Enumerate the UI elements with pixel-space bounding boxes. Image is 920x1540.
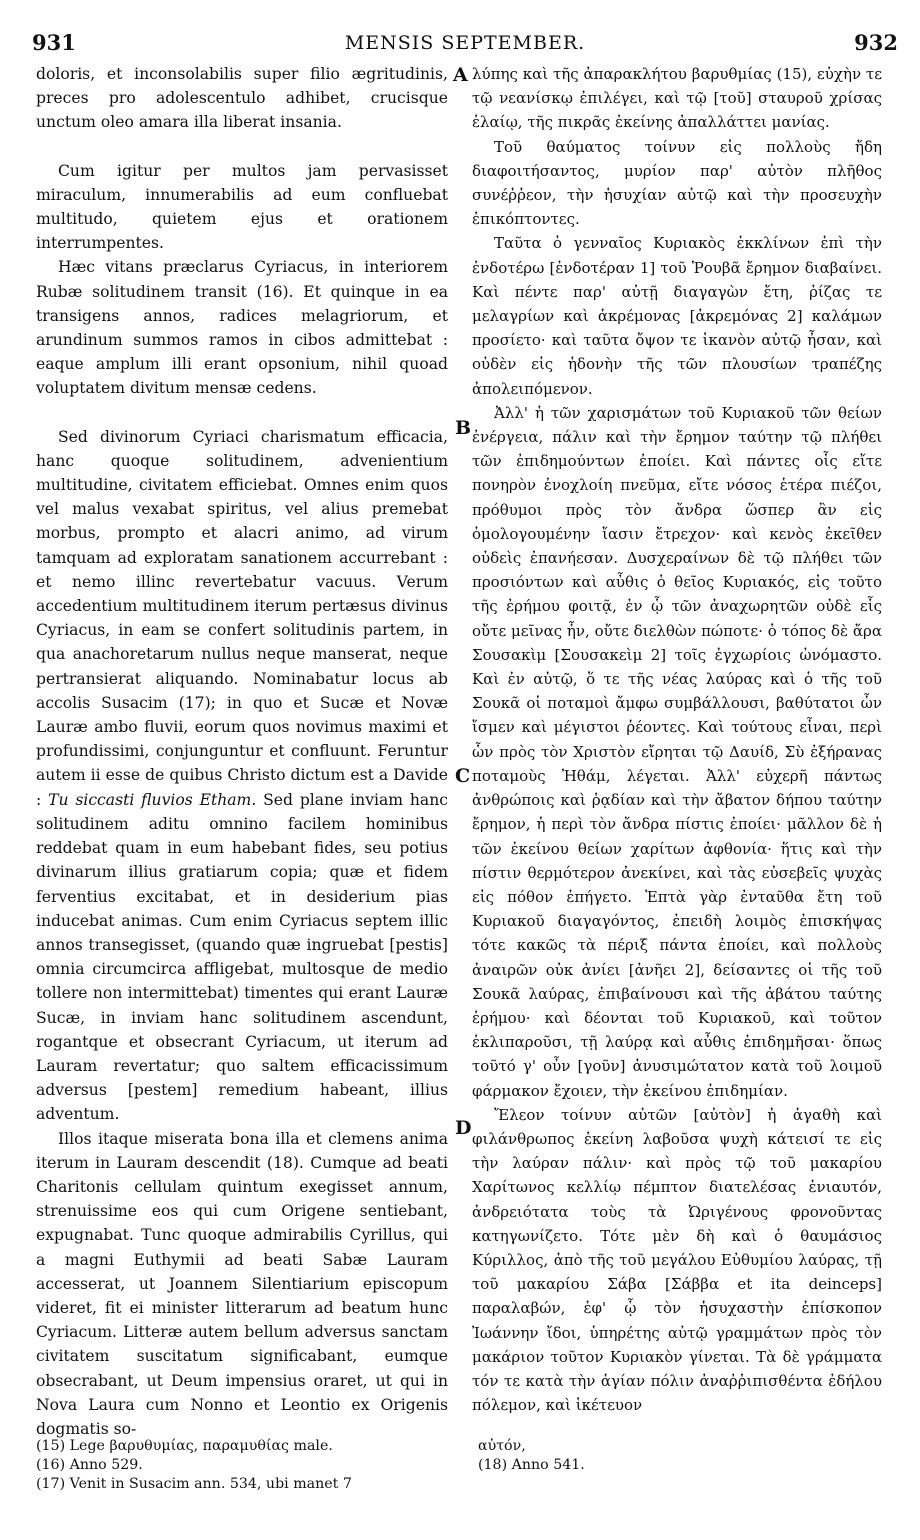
greek-paragraph-3: Ταῦτα ὁ γενναῖος Κυριακὸς ἐκκλίνων ἐπὶ τὴν ἐνδοτέρω [ἐνδοτέραν 1] τοῦ Ῥουβᾶ ἔρημον διαβαίνει. Καὶ πέντε παρ' αὐτῇ διαγαγὼν ἔτη, ῥίζας τε μελαγρίων καὶ ἀκρέμονας [ἀκρεμόνας 2] καλάμων προσίετο· καὶ ταῦτα ὄψον τε ἱκανὸν αὐτῷ ἦσαν, καὶ οὐδὲν εἰς ἡδονὴν τῆς τῶν πλουσίων τραπέζης ἀπολειπόμενον. [472,234,882,398]
section-marker-a: A [453,64,468,86]
latin-paragraph-2: Cum igitur per multos jam pervasisset miraculum, innumerabilis ad eum confluebat multitudo, quietem ejus et orationem interrumpentes. [36,161,448,253]
latin-paragraph-1: doloris, et inconsolabilis super filio ægritudinis, preces pro adolescentulo adhibet, crucisque unctum oleo amara illa liberat insania. [36,65,448,132]
greek-paragraph-1: λύπης καὶ τῆς ἀπαρακλήτου βαρυθμίας (15), εὐχὴν τε τῷ νεανίσκῳ ἐπιλέγει, καὶ τῷ [τοῦ] σταυροῦ χρίσας ἐλαίῳ, τῆς πικρᾶς ἐκείνης ἀπαλλάττει μανίας. [472,65,882,132]
section-marker-d: D [455,1117,472,1139]
latin-column [36,62,448,1441]
latin-paragraph-5: Illos itaque miserata bona illa et clemens anima iterum in Lauram descendit (18). Cumque ad beati Charitonis cellulam quintum exegisset annum, strenuissime eos qui cum Origene sentiebant, expugnabat. Tunc quoque admirabilis Cyrillus, qui a magni Euthymii ad beati Sabæ Lauram accesserat, ut Joannem Silentiarium episcopum videret, fit ei minister litterarum ad beatum hunc Cyriacum. Litteræ autem bellum adversus sanctam civitatem suscitatum significabant, eumque obsecrabant, ut Deum impensius oraret, ut qui in Nova Laura cum Nonno et Leontio ex Origenis dogmatis so- [36,1129,448,1438]
latin-paragraph-3: Hæc vitans præclarus Cyriacus, in interiorem Rubæ solitudinem transit (16). Et quinque in ea transigens annos, radices melagriorum, et arundinum summos ramos in cibos admittebat : eaque amplum illi erant opsonium, nihil quoad voluptatem divitum mensæ cedens. [36,258,448,398]
footnotes-right [478,1437,878,1475]
page-number-left: 931 [32,30,76,55]
page-number-right: 932 [854,30,898,55]
footnote-17: (17) Venit in Susacim ann. 534, ubi manet 7 [36,1476,352,1492]
footnote-15: (15) Lege βαρυθυμίας, παραμυθίας male. [36,1438,333,1454]
latin-paragraph-4-part-a: Sed divinorum Cyriaci charismatum efficacia, hanc quoque solitudinem, advenientium multitudine, civitatem efficiebat. Omnes enim quos vel malus vexabat spiritus, vel alius premebat morbus, prompto et alacri animo, ad virum tamquam ad exploratam sanationem accurrebant : et nemo illinc revertebatur vacuus. Verum accedentium multitudinem iterum pertæsus divinus Cyriacus, in eam se confert solitudinis partem, in qua anachoretarum nullus neque manserat, neque pertransierat aliquando. Nominabatur locus ab accolis Susacim (17); in quo et Sucæ et Novæ Lauræ ambo fluvii, eorum quos novimus maximi et profundissimi, conjunguntur et confluunt. Feruntur autem ii esse de quibus Christo dictum est a Davide : [36,427,448,809]
footnote-18: (18) Anno 541. [478,1457,585,1473]
footnote-16: (16) Anno 529. [36,1457,143,1473]
section-marker-c: C [455,765,471,787]
footnotes-left [36,1437,456,1494]
greek-continuation: αὐτόν, [478,1438,526,1454]
greek-paragraph-2: Τοῦ θαύματος τοίνυν εἰς πολλοὺς ἤδη διαφοιτήσαντος, μυρίον παρ' αὐτὸν πλῆθος συνέῤῥεον, τὴν ἡσυχίαν αὐτῷ καὶ τὴν προσευχὴν ἐπικόπτοντες. [472,137,882,229]
latin-paragraph-4-part-b: Sed plane inviam hanc solitudinem aditu omnino facilem hominibus reddebat quam in eum habebant fides, seu potius divinarum illius gratiarum copia; quæ et fidem ferventius excitabat, et in desiderium pias inducebat animas. Cum enim Cyriacus septem illic annos transegisset, (quando quæ ingruebat [pestis] omnia circumcirca affligebat, multosque de medio tollere non intermittebat) timentes qui erant Lauræ Sucæ, in inviam hanc solitudinem ascendunt, rogantque et obsecrant Cyriacum, ut iterum ad Lauram revertatur; quo saltem efficacissimum adversus [pestem] remedium habeant, illius adventum. [36,790,448,1124]
section-marker-b: B [455,417,472,439]
running-title: MENSIS SEPTEMBER. [344,32,586,54]
greek-column [472,62,882,1417]
greek-paragraph-5: Ἔλεον τοίνυν αὐτῶν [αὐτὸν] ἡ ἀγαθὴ καὶ φιλάνθρωπος ἐκείνη λαβοῦσα ψυχὴ κάτεισί τε εἰς τὴν λαύραν πάλιν· καὶ πρὸς τῷ τοῦ μακαρίου Χαρίτωνος κελλίῳ πέμπτον διατελέσας ἐνιαυτόν, ἀνδρειότατα τοὺς τὰ Ὠριγένους φρονοῦντας κατηγωνίζετο. Τότε μὲν δὴ καὶ ὁ θαυμάσιος Κύριλλος, ἀπὸ τῆς τοῦ μεγάλου Εὐθυμίου λαύρας, τῇ τοῦ μακαρίου Σάβα [Σάββα et ita deinceps] παραλαβών, ἐφ' ᾧ τὸν ἡσυχαστὴν ἐπίσκοπον Ἰωάννην ἴδοι, ὑπηρέτης αὐτῷ γραμμάτων πρὸς τὸν μακάριον τοῦτον Κυριακὸν γίνεται. Τὰ δὲ γράμματα τόν τε κατὰ τὴν ἁγίαν πόλιν ἀναῤῥιπισθέντα ἐδήλου πόλεμον, καὶ ἱκέτευον [472,1105,882,1415]
greek-paragraph-4: Ἀλλ' ἡ τῶν χαρισμάτων τοῦ Κυριακοῦ τῶν θείων ἐνέργεια, πάλιν καὶ τὴν ἔρημον ταύτην τῷ πλήθει τῶν ἐπιδημούντων ἐποίει. Καὶ πάντες οἷς εἴτε πονηρὸν ἐνοχλοίη πνεῦμα, εἴτε νόσος ἑτέρα πιέζοι, πρόθυμοι πρὸς τὸν ἄνδρα ὥσπερ ἂν εἰς ὁμολογουμένην ἴασιν ἔτρεχον· καὶ κενὸς ἐκεῖθεν οὐδεὶς ἐπανήεσαν. Δυσχεραίνων δὲ τῷ πλήθει τῶν προσιόντων καὶ αὖθις ὁ θεῖος Κυριακός, εἰς τοῦτο τῆς ἐρήμου φοιτᾷ, ἐν ᾧ τῶν ἀναχωρητῶν οὐδὲ εἷς οὔτε μεῖνας ἦν, οὔτε διελθὼν πώποτε· ὁ τόπος δὲ ἄρα Σουσακὶμ [Σουσακεὶμ 2] τοῖς ἐγχωρίοις ὠνόμαστο. Καὶ ἐν αὐτῷ, ὅ τε τῆς νέας λαύρας καὶ ὁ τῆς τοῦ Σουκᾶ οἱ ποταμοὶ ἄμφω συμβάλλουσι, βαθύτατοι ὧν ἴσμεν καὶ μέγιστοι ῥέοντες. Καὶ τούτους εἶναι, περὶ ὧν πρὸς τὸν Χριστὸν εἴρηται τῷ Δαυίδ, Σὺ ἐξήρανας ποταμοὺς Ἠθάμ, λέγεται. Ἀλλ' εὐχερῆ πάντως ἀνθρώποις καὶ ῥᾳδίαν καὶ τὴν ἄβατον δήπου ταύτην ἔρημον, ἡ περὶ τὸν ἄνδρα πίστις ἐποίει· μᾶλλον δὲ ἡ τῶν ἐκείνου θείων χαρίτων ἀφθονία· ἥτις καὶ τὴν πίστιν θερμότερον ἀνεκίνει, καὶ τὰς εὐσεβεῖς ψυχὰς εἰς πόθον ἐπήγετο. Ἑπτὰ γὰρ ἐνταῦθα ἔτη τοῦ Κυριακοῦ διαγαγόντος, ἐπειδὴ λοιμὸς ἐπισκήψας τότε κακῶς τὰ πέριξ πάντα ἐποίει, καὶ πολλοὺς ἀναιρῶν οὐκ ἀνίει [ἀνῆει 2], δείσαντες οἱ τῆς τοῦ Σουκᾶ λαύρας, ἐπιβαίνουσι καὶ τῆς ἀβάτου ταύτης ἐρήμου· καὶ δέονται τοῦ Κυριακοῦ, καὶ τοῦτον ἐκλιπαροῦσι, τῇ λαύρᾳ καὶ αὖθις ἐπιδημῆσαι· ὅπως τοῦτό γ' οὖν [γοῦν] ἀνυσιμώτατον κατὰ τοῦ λοιμοῦ φάρμακον ἔχοιεν, τὴν ἐκείνου ἐπιδημίαν. [472,403,882,1100]
running-header [32,30,898,64]
latin-paragraph-4 [36,425,448,1127]
psalm-quote: Tu siccasti fluvios Etham. [48,790,257,809]
